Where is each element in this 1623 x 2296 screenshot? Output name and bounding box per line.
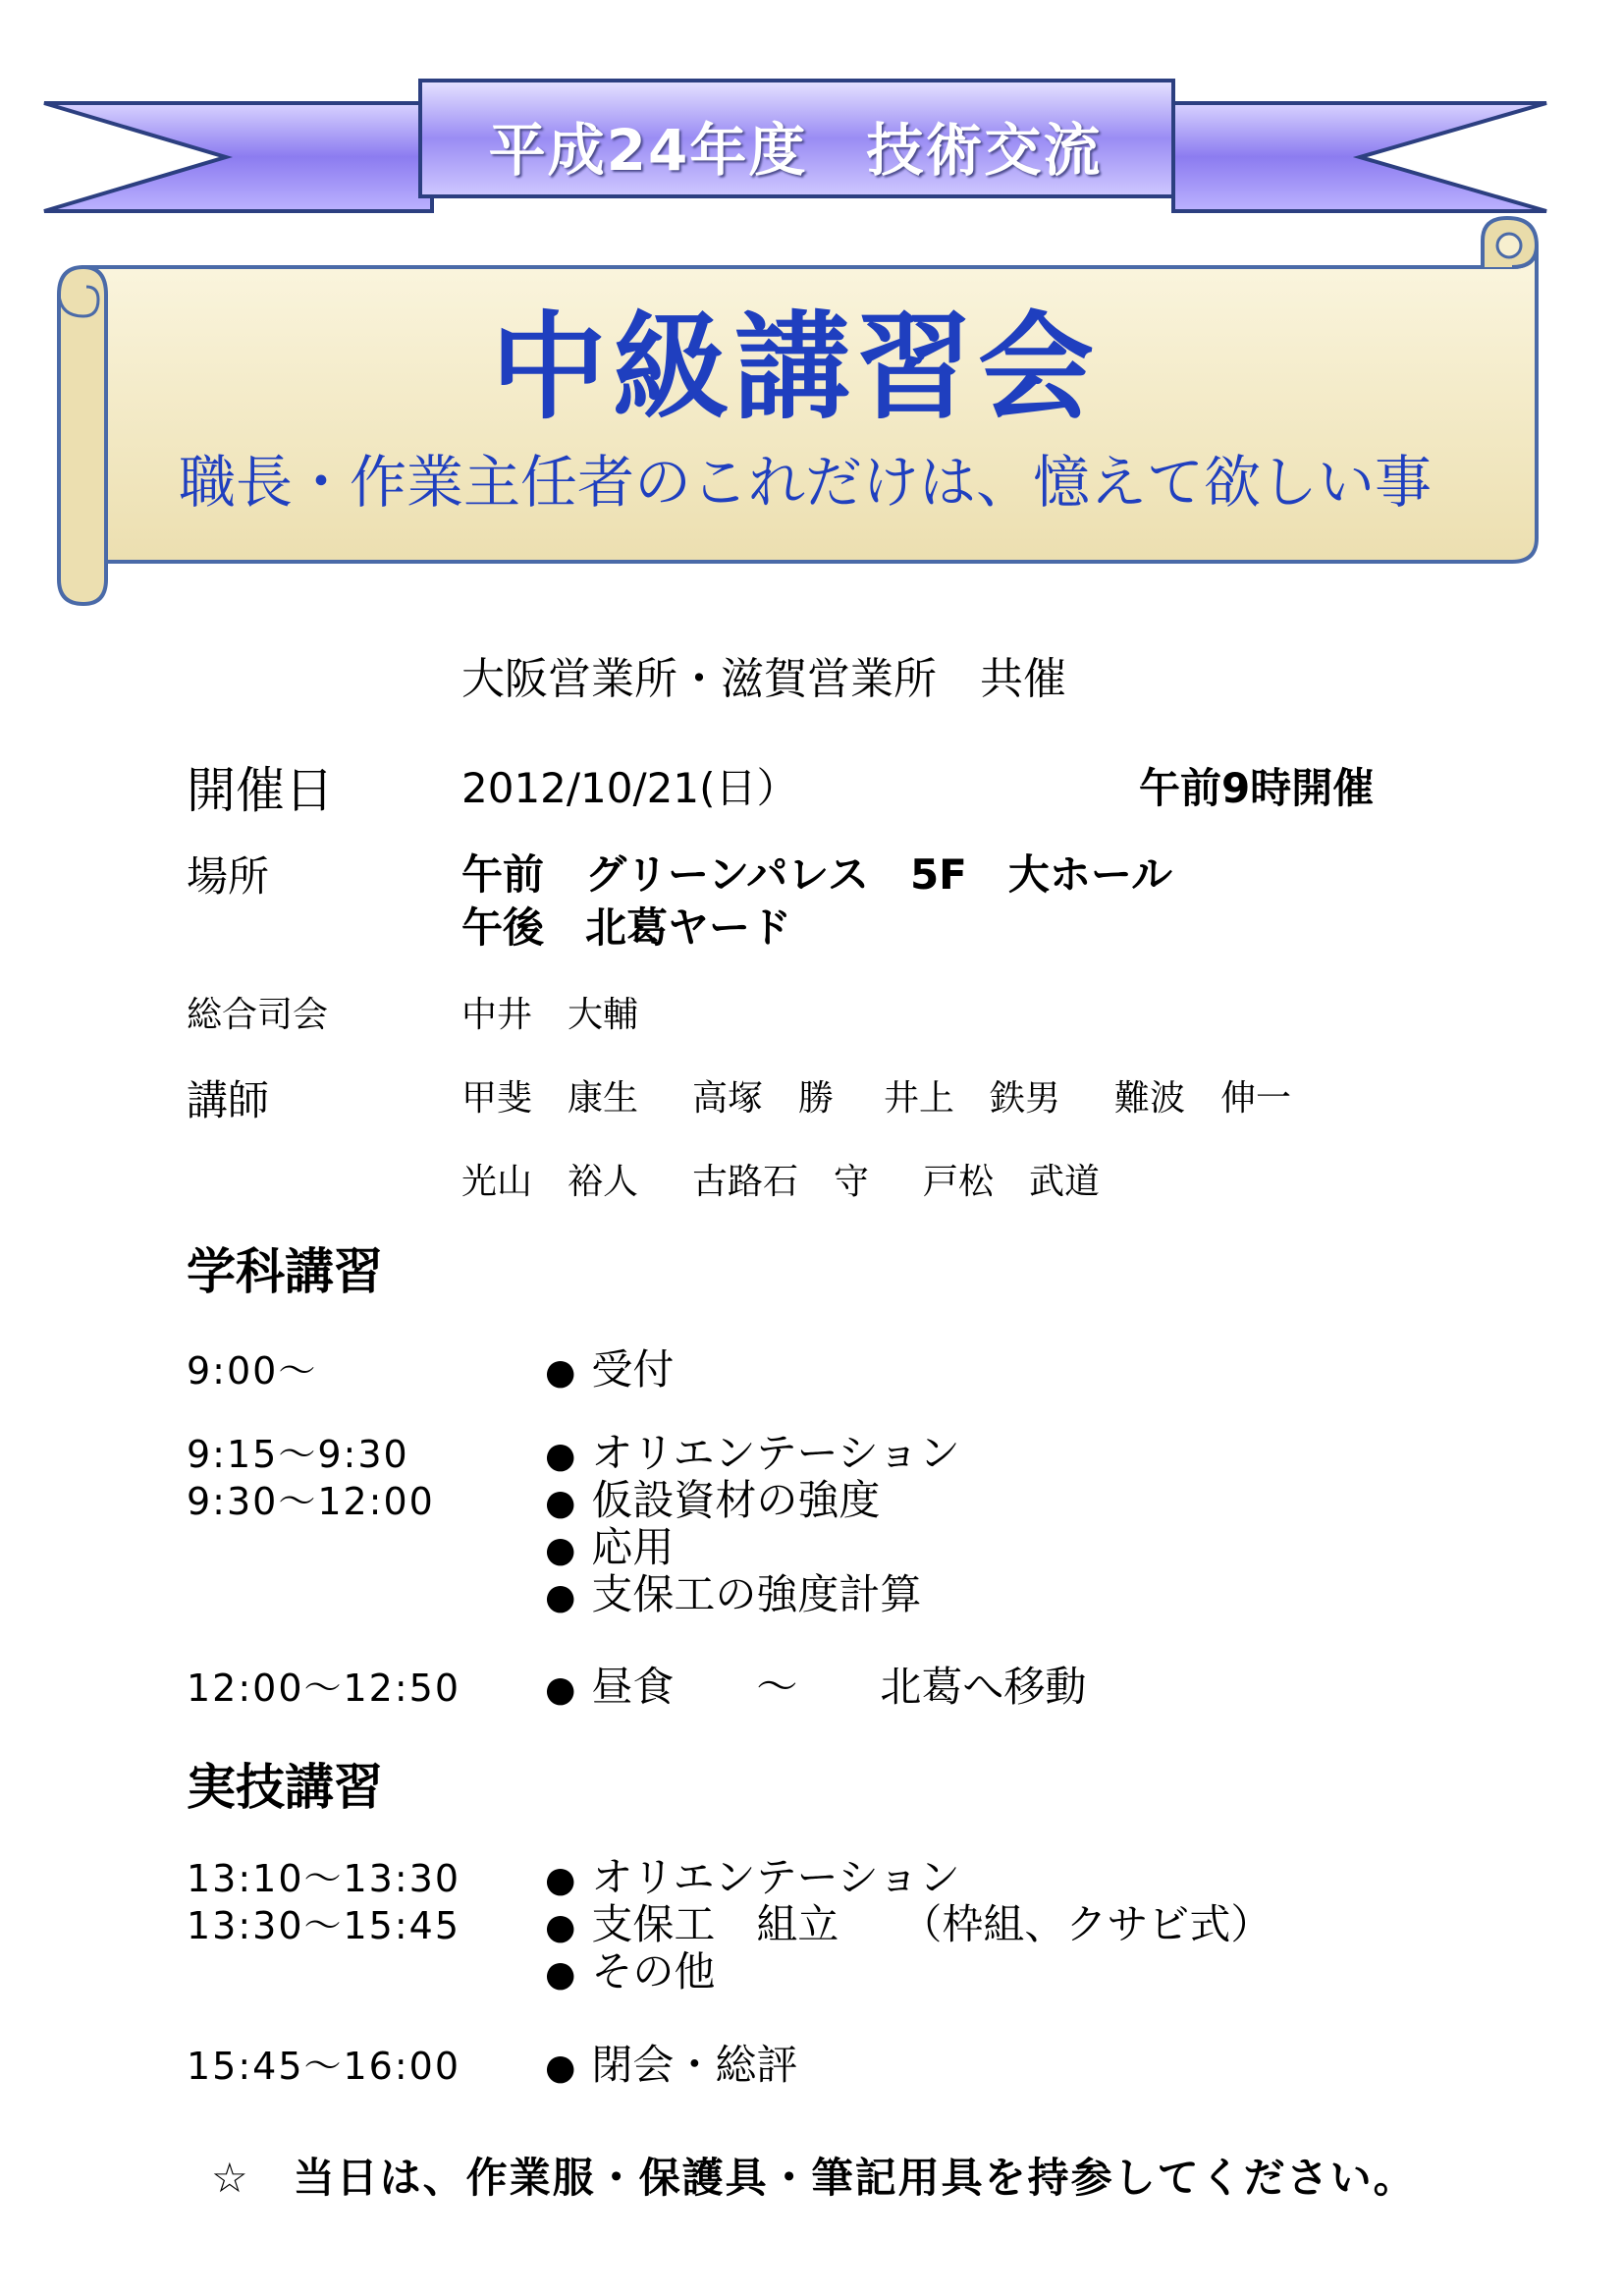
bullet-icon: ● [545, 1436, 576, 1476]
schedule-item: ● オリエンテーション [545, 1853, 960, 1901]
organizer: 大阪営業所・滋賀営業所 共催 [461, 654, 1066, 704]
venue-am: 午前 グリーンパレス 5F 大ホール [461, 850, 1173, 899]
lecturer-name: 難波 伸一 [1114, 1078, 1292, 1119]
practical-heading: 実技講習 [187, 1759, 383, 1816]
schedule-time: 9:30〜12:00 [187, 1480, 435, 1523]
schedule-item: ● 支保工 組立 （枠組、クサビ式） [545, 1900, 1272, 1948]
venue-pm: 午後 北葛ヤード [461, 903, 792, 952]
lecturer-name: 古路石 守 [692, 1162, 870, 1202]
bullet-icon: ● [545, 1530, 576, 1570]
academic-heading: 学科講習 [187, 1243, 383, 1300]
lecturer-name: 戸松 武道 [923, 1162, 1101, 1202]
bullet-icon: ● [545, 1669, 576, 1710]
schedule-item: ● 閉会・総評 [545, 2041, 798, 2089]
lecturer-name: 井上 鉄男 [884, 1078, 1061, 1119]
bullet-icon: ● [545, 2048, 576, 2088]
schedule-item: ● その他 [545, 1947, 716, 1995]
banner-title: 平成24年度 技術交流 [488, 117, 1103, 184]
schedule-item: ● オリエンテーション [545, 1429, 960, 1477]
schedule-time: 12:00〜12:50 [187, 1667, 461, 1710]
mc-label: 総合司会 [187, 995, 329, 1035]
footer-note: ☆ 当日は、作業服・保護具・筆記用具を持参してください。 [211, 2154, 1417, 2202]
schedule-item: ● 応用 [545, 1523, 675, 1571]
schedule-item: ● 支保工の強度計算 [545, 1570, 922, 1618]
page-title: 中級講習会 [490, 300, 1100, 435]
bullet-icon: ● [545, 1352, 576, 1393]
date-label: 開催日 [187, 762, 334, 819]
schedule-item: ● 仮設資材の強度 [545, 1476, 881, 1524]
bullet-icon: ● [545, 1907, 576, 1947]
schedule-time: 13:30〜15:45 [187, 1904, 461, 1947]
bullet-icon: ● [545, 1954, 576, 1995]
lecturer-name: 高塚 勝 [692, 1078, 835, 1119]
schedule-item: ● 昼食 〜 北葛へ移動 [545, 1663, 1087, 1711]
lecturer-name: 光山 裕人 [461, 1162, 639, 1202]
schedule-item: ● 受付 [545, 1345, 675, 1394]
schedule-time: 9:15〜9:30 [187, 1433, 409, 1476]
schedule-time: 9:00〜 [187, 1349, 318, 1393]
venue-label: 場所 [187, 852, 270, 901]
start-time: 午前9時開催 [1139, 764, 1375, 812]
mc-name: 中井 大輔 [461, 995, 639, 1035]
bullet-icon: ● [545, 1860, 576, 1900]
lecturers-label: 講師 [187, 1076, 270, 1124]
schedule-time: 13:10〜13:30 [187, 1857, 461, 1900]
date-value: 2012/10/21(日） [461, 764, 798, 812]
schedule-time: 15:45〜16:00 [187, 2045, 461, 2088]
page-subtitle: 職長・作業主任者のこれだけは、憶えて欲しい事 [178, 449, 1432, 516]
lecturer-name: 甲斐 康生 [461, 1078, 639, 1119]
bullet-icon: ● [545, 1483, 576, 1523]
bullet-icon: ● [545, 1577, 576, 1617]
